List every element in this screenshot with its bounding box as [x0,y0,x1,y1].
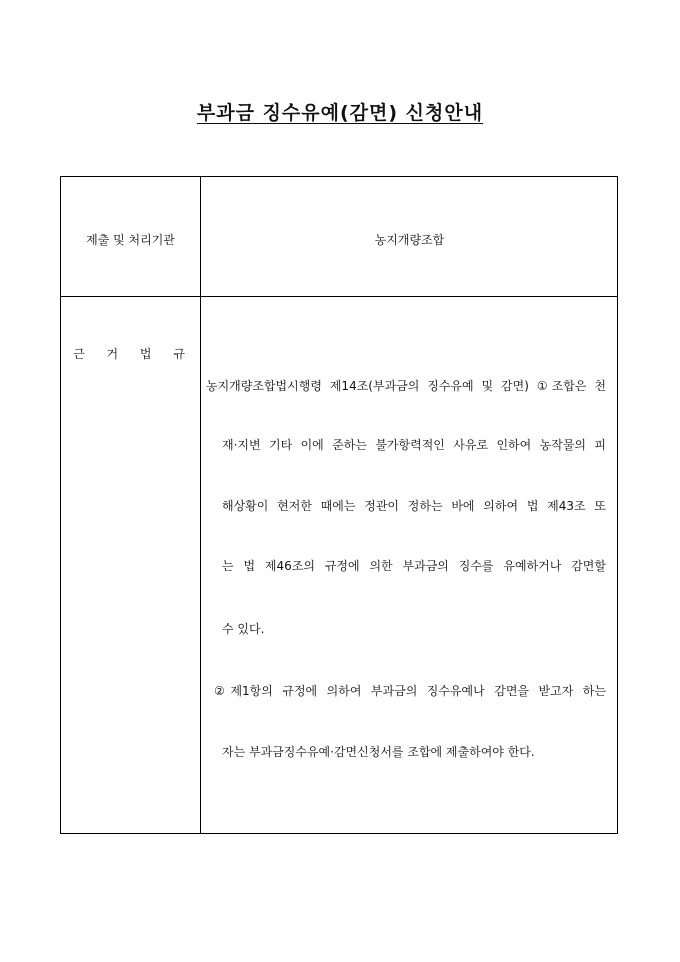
legal-basis-line-4: 는 법 제46조의 규정에 의한 부과금의 징수를 유예하거나 감면할 [222,559,606,573]
legal-basis-line-6: ②제1항의 규정에 의하여 부과금의 징수유예나 감면을 받고자 하는 [214,684,606,698]
row-divider [61,296,617,297]
column-divider [200,177,201,833]
legal-basis-line-1: 농지개량조합법시행령 제14조(부과금의 징수유예 및 감면) ①조합은 천 [206,379,606,393]
legal-basis-line-3: 해상황이 현저한 때에는 정관이 정하는 바에 의하여 법 제43조 또 [222,499,606,513]
legal-basis-line-5: 수 있다. [222,622,265,636]
submission-agency-label: 제출 및 처리기관 [86,233,175,247]
legal-basis-line-7: 자는 부과금징수유예·감면신청서를 조합에 제출하여야 한다. [222,745,535,759]
page-title: 부과금 징수유예(감면) 신청안내 [196,102,484,124]
submission-agency-value: 농지개량조합 [374,233,445,247]
legal-basis-line-2: 재·지변 기타 이에 준하는 불가항력적인 사유로 인하여 농작물의 피 [222,438,606,452]
legal-basis-label: 근 거 법 규 [73,347,194,361]
